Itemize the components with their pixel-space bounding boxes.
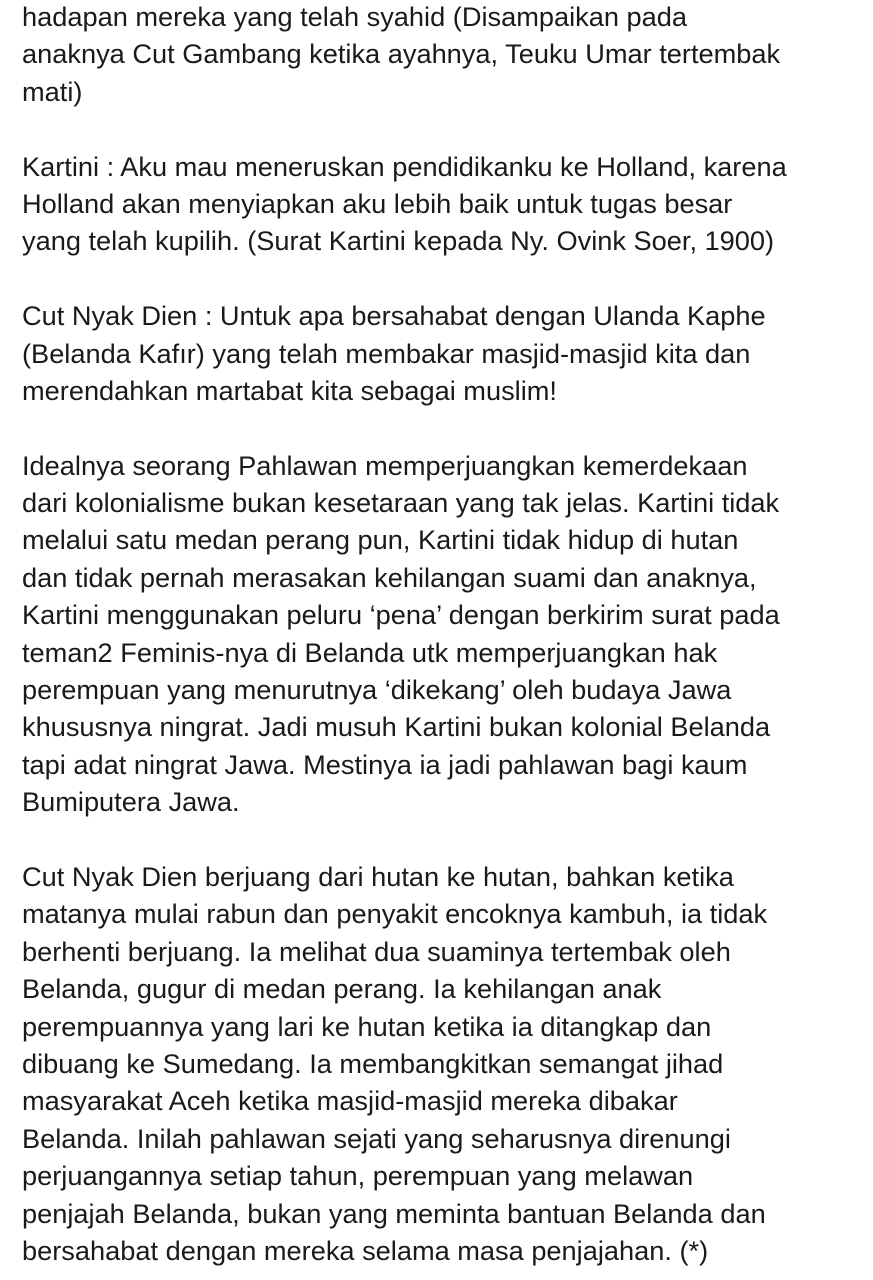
text-line: anaknya Cut Gambang ketika ayahnya, Teuku Umar tertembak <box>22 38 781 70</box>
paragraph-syahid <box>22 0 857 110</box>
text-line: dari kolonialisme bukan kesetaraan yang tak jelas. Kartini tidak <box>22 487 780 519</box>
text-line: tapi adat ningrat Jawa. Mestinya ia jadi pahlawan bagi kaum <box>22 748 748 780</box>
text-line: melalui satu medan perang pun, Kartini tidak hidup di hutan <box>22 524 739 556</box>
paragraph-idealnya <box>22 447 857 821</box>
text-line: perempuannya yang lari ke hutan ketika ia ditangkap dan <box>22 1010 712 1042</box>
text-line: yang telah kupilih. (Surat Kartini kepada Ny. Ovink Soer, 1900) <box>22 225 775 257</box>
paragraph-cut-nyak-dien-berjuang <box>22 858 857 1269</box>
text-line: Kartini : Aku mau meneruskan pendidikanku ke Holland, karena <box>22 150 787 182</box>
text-line: Belanda, gugur di medan perang. Ia kehilangan anak <box>22 973 662 1005</box>
text-line: bersahabat dengan mereka selama masa penjajahan. (*) <box>22 1234 709 1266</box>
text-line: teman2 Feminis-nya di Belanda utk memperjuangkan hak <box>22 636 718 668</box>
text-line: matanya mulai rabun dan penyakit encoknya kambuh, ia tidak <box>22 898 768 930</box>
document-body <box>22 0 857 1269</box>
paragraph-cut-nyak-dien-quote <box>22 297 857 409</box>
text-line: dan tidak pernah merasakan kehilangan suami dan anaknya, <box>22 561 757 593</box>
text-line: Kartini menggunakan peluru ‘pena’ dengan berkirim surat pada <box>22 599 780 631</box>
paragraph-kartini-quote <box>22 148 857 260</box>
text-line: hadapan mereka yang telah syahid (Disampaikan pada <box>22 1 688 32</box>
text-line: penjajah Belanda, bukan yang meminta bantuan Belanda dan <box>22 1197 766 1229</box>
text-line: perempuan yang menurutnya ‘dikekang’ oleh budaya Jawa <box>22 674 732 706</box>
text-line: masyarakat Aceh ketika masjid-masjid mereka dibakar <box>22 1085 678 1117</box>
text-line: Bumiputera Jawa. <box>22 786 240 818</box>
text-line: perjuangannya setiap tahun, perempuan yang melawan <box>22 1160 694 1192</box>
text-line: merendahkan martabat kita sebagai muslim! <box>22 374 557 406</box>
text-line: berhenti berjuang. Ia melihat dua suaminya tertembak oleh <box>22 935 731 967</box>
text-line: khususnya ningrat. Jadi musuh Kartini bukan kolonial Belanda <box>22 711 771 743</box>
text-line: mati) <box>22 75 83 107</box>
text-line: dibuang ke Sumedang. Ia membangkitkan semangat jihad <box>22 1047 724 1079</box>
text-line: Idealnya seorang Pahlawan memperjuangkan kemerdekaan <box>22 449 748 481</box>
text-line: Holland akan menyiapkan aku lebih baik untuk tugas besar <box>22 187 733 219</box>
text-line: Belanda. Inilah pahlawan sejati yang seharusnya direnungi <box>22 1122 731 1154</box>
text-line: Cut Nyak Dien berjuang dari hutan ke hutan, bahkan ketika <box>22 860 734 892</box>
text-line: (Belanda Kafır) yang telah membakar masjid-masjid kita dan <box>22 337 751 369</box>
text-line: Cut Nyak Dien : Untuk apa bersahabat dengan Ulanda Kaphe <box>22 300 766 332</box>
